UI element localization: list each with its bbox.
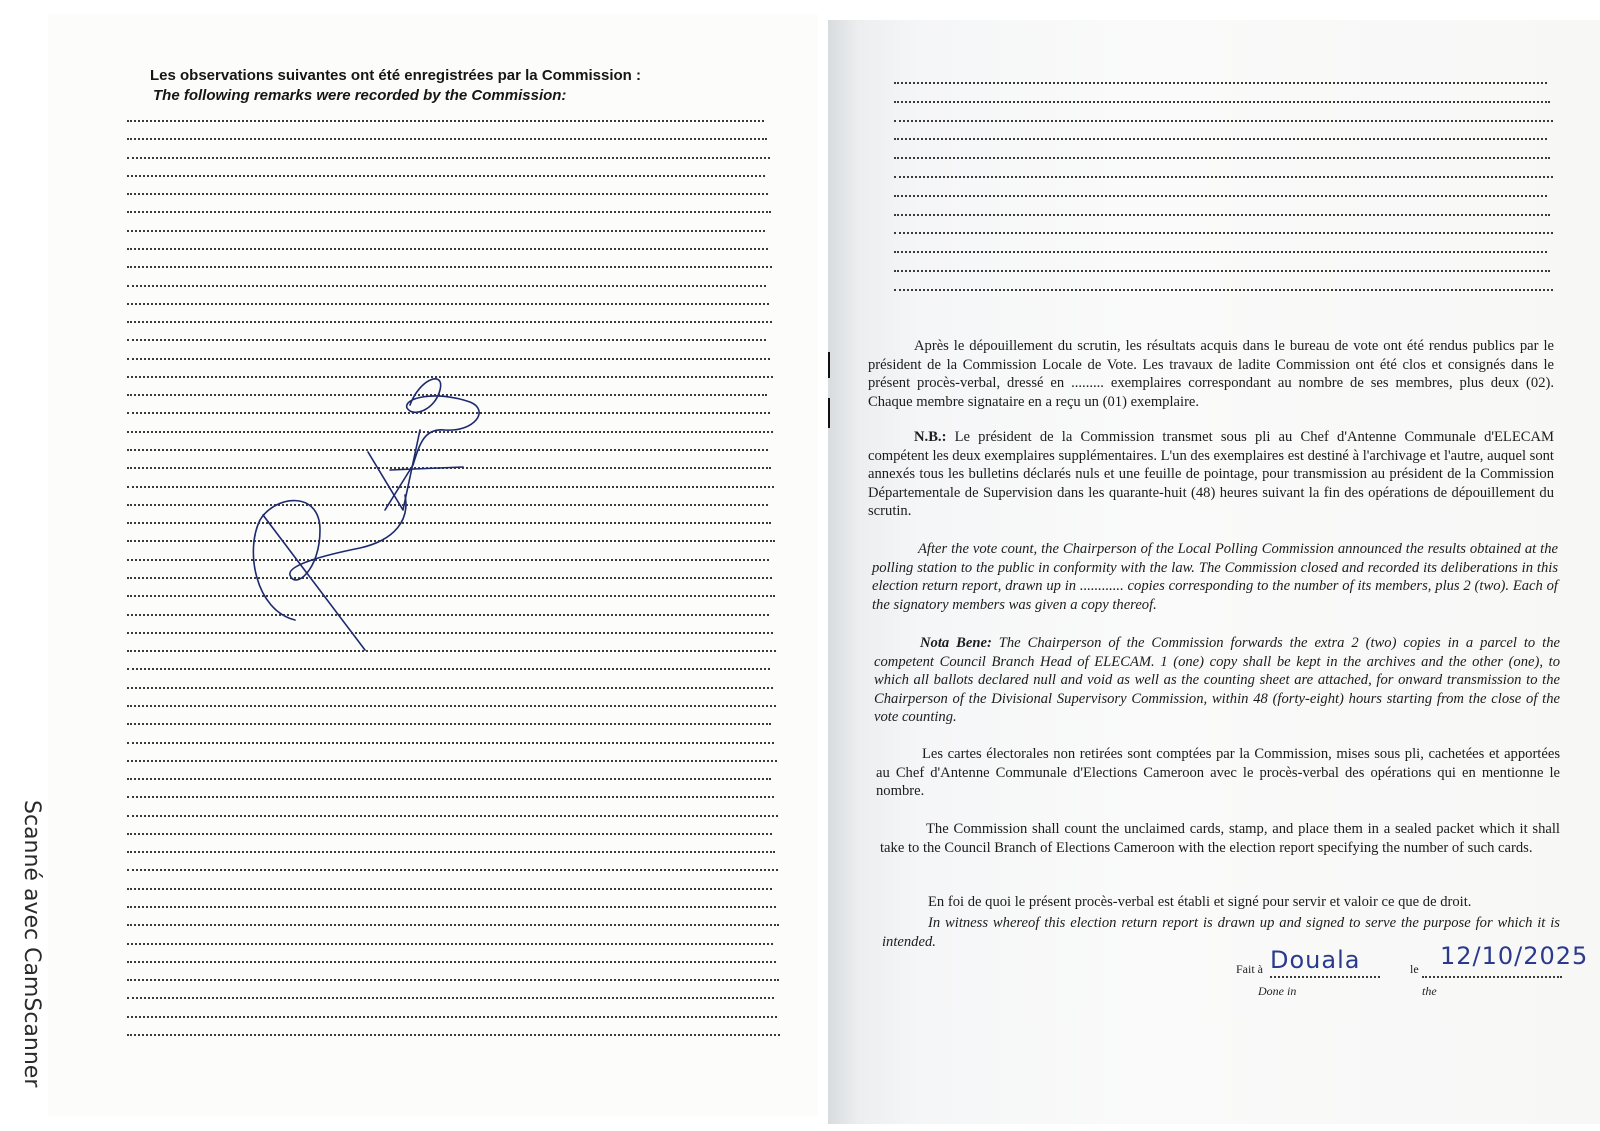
dotted-line (894, 251, 1547, 253)
handwritten-signature (235, 370, 505, 660)
results-paragraph-en: After the vote count, the Chairperson of the Local Polling Commission announced the results obtained at the polling station to the public in conformity with the law. The Commission closed and recorded its deliberations in this election return report, drawn up in ............ copies corresponding to the number of its members, plus 2 (two). Each of the signatory members was given a copy thereof. (872, 541, 1558, 613)
dotted-line (127, 266, 772, 268)
cards-paragraph-fr: Les cartes électorales non retirées sont comptées par la Commission, mises sous pli, cachetées et apportées au Chef d'Antenne Communale d'Elections Cameroon avec le procès-verbal des opérations qui en mentionne le nombre. (876, 746, 1560, 799)
dotted-line (127, 997, 774, 999)
binding-mark (828, 352, 830, 378)
dotted-line (127, 1016, 777, 1018)
dotted-line (894, 195, 1547, 197)
dotted-line (127, 815, 778, 817)
dotted-line (127, 760, 777, 762)
remarks-heading-fr: Les observations suivantes ont été enregistrées par la Commission : (150, 67, 641, 84)
dotted-line (127, 723, 771, 725)
binding-mark (828, 398, 830, 428)
dotted-line (127, 906, 776, 908)
dotted-line (127, 157, 770, 159)
dotted-line (127, 833, 772, 835)
dotted-line (127, 193, 768, 195)
the-label: the (1422, 984, 1437, 998)
dotted-line (127, 303, 769, 305)
dotted-line (127, 175, 765, 177)
dotted-line (894, 214, 1550, 216)
dotted-line (127, 321, 772, 323)
le-label: le (1410, 962, 1419, 976)
dotted-line (894, 120, 1553, 122)
dotted-line (127, 778, 771, 780)
dotted-line (127, 687, 773, 689)
dotted-line (894, 138, 1547, 140)
dotted-line (127, 796, 774, 798)
nota-bene-paragraph-en: Nota Bene: The Chairperson of the Commission forwards the extra 2 (two) copies in a parcel to the competent Council Branch Head of ELECAM. 1 (one) copy shall be kept in the archives and the other (one), to which all ballots declared null and void as well as the counting sheet are attached, for onward transmission to the Chairperson of the Divisional Supervisory Commission, within 48 (forty-eight) hours starting from the close of the vote counting. (874, 635, 1560, 725)
fait-a-label: Fait à (1236, 962, 1263, 976)
dotted-line (894, 82, 1547, 84)
dotted-line (127, 339, 766, 341)
closing-statement-en: In witness whereof this election return report is drawn up and signed to serve the purpose for which it is intended. (882, 915, 1560, 950)
dotted-line (127, 961, 776, 963)
dotted-line (894, 157, 1550, 159)
dotted-line (127, 943, 773, 945)
dotted-line (127, 924, 779, 926)
dotted-line (127, 248, 768, 250)
results-paragraph-fr: Après le dépouillement du scrutin, les résultats acquis dans le bureau de vote ont été rendus publics par le président de la Commission Locale de Vote. Les travaux de ladite Commission ont été clos et consignés dans le présent procès-verbal, dressé en ......... exemplaires correspondant au nombre de ses membres, plus deux (02). Chaque membre signataire en a reçu un (01) exemplaire. (868, 338, 1554, 410)
closing-statement-fr: En foi de quoi le présent procès-verbal est établi et signé pour servir et valoir ce que de droit. (928, 894, 1472, 910)
dotted-line (127, 742, 774, 744)
dotted-line (127, 120, 764, 122)
dotted-line (127, 230, 765, 232)
remarks-heading (150, 66, 641, 106)
dotted-line (127, 979, 779, 981)
nb-label: N.B.: (914, 429, 947, 445)
dotted-line (894, 289, 1553, 291)
cards-paragraph-en: The Commission shall count the unclaimed cards, stamp, and place them in a sealed packet which it shall take to the Council Branch of Elections Cameroon with the election report specifying the number of such cards. (880, 821, 1560, 856)
nb-paragraph-fr: N.B.: Le président de la Commission transmet sous pli au Chef d'Antenne Communale d'ELECAM compétent les deux exemplaires supplémentaires. L'un des exemplaires est destiné à l'archivage et l'autre, auquel sont annexés tous les bulletins déclarés nuls et une feuille de pointage, pour transmission au président de la Commission Départementale de Supervision dans les quarante-huit (48) heures suivant la fin des opérations de dépouillement du scrutin. (868, 429, 1554, 519)
nota-bene-label: Nota Bene: (920, 635, 992, 651)
dotted-line (127, 705, 776, 707)
dotted-line (127, 888, 772, 890)
dotted-line (127, 668, 770, 670)
dotted-line (127, 138, 767, 140)
dotted-line (127, 358, 770, 360)
dotted-line (894, 270, 1550, 272)
dotted-line (894, 176, 1553, 178)
remarks-heading-en: The following remarks were recorded by the Commission: (153, 87, 567, 104)
dotted-line (127, 1034, 780, 1036)
dotted-line (127, 285, 766, 287)
place-value: Douala (1270, 946, 1361, 974)
camscanner-watermark: Scanné avec CamScanner (19, 800, 44, 1088)
date-dotline (1422, 976, 1562, 978)
place-dotline (1270, 976, 1380, 978)
dotted-line (127, 869, 778, 871)
dotted-line (894, 101, 1550, 103)
done-in-label: Done in (1258, 984, 1297, 998)
dotted-line (127, 211, 771, 213)
date-value: 12/10/2025 (1440, 942, 1589, 970)
dotted-line (127, 851, 775, 853)
dotted-line (894, 232, 1553, 234)
